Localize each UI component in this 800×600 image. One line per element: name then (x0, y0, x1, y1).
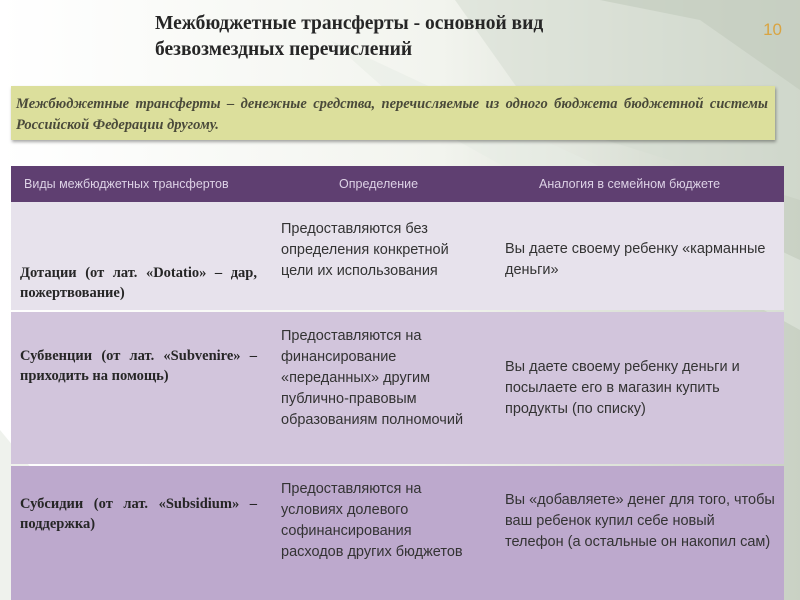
row-type-cell: Субсидии (от лат. «Subsidium» – поддержка) (20, 496, 257, 532)
table-row (11, 466, 784, 600)
row-definition-cell: Предоставляются без определения конкретной цели их использования (281, 221, 449, 279)
row-type-cell: Субвенции (от лат. «Subvenire» – приходить на помощь) (20, 348, 257, 384)
definition-text: Межбюджетные трансферты – денежные средства, перечисляемые из одного бюджета бюджетной системы Российской Федерации другому. (16, 96, 768, 133)
header-analogy: Аналогия в семейном бюджете (539, 177, 721, 191)
slide-title: Межбюджетные трансферты - основной вид безвозмездных перечислений (155, 13, 544, 60)
row-analogy-cell: Вы «добавляете» денег для того, чтобы ваш ребенок купил себе новый телефон (а остальные он накопил сам) (505, 492, 775, 550)
table-row (11, 312, 784, 464)
definition-box (11, 86, 775, 140)
table-header (11, 166, 784, 202)
transfers-table (11, 166, 784, 600)
header-definition: Определение (339, 177, 419, 191)
table-row (11, 202, 784, 310)
row-definition-cell: Предоставляются на финансирование «переданных» другим публично-правовым образованиям полномочий (281, 328, 464, 428)
row-analogy-cell: Вы даете своему ребенку деньги и посылаете его в магазин купить продукты (по списку) (505, 359, 740, 417)
page-number: 10 (763, 20, 782, 39)
row-analogy-cell: Вы даете своему ребенку «карманные деньги» (505, 241, 766, 278)
header-types: Виды межбюджетных трансфертов (24, 177, 229, 191)
row-type-cell: Дотации (от лат. «Dotatio» – дар, пожертвование) (20, 265, 257, 301)
row-definition-cell: Предоставляются на условиях долевого софинансирования расходов других бюджетов (281, 481, 463, 560)
